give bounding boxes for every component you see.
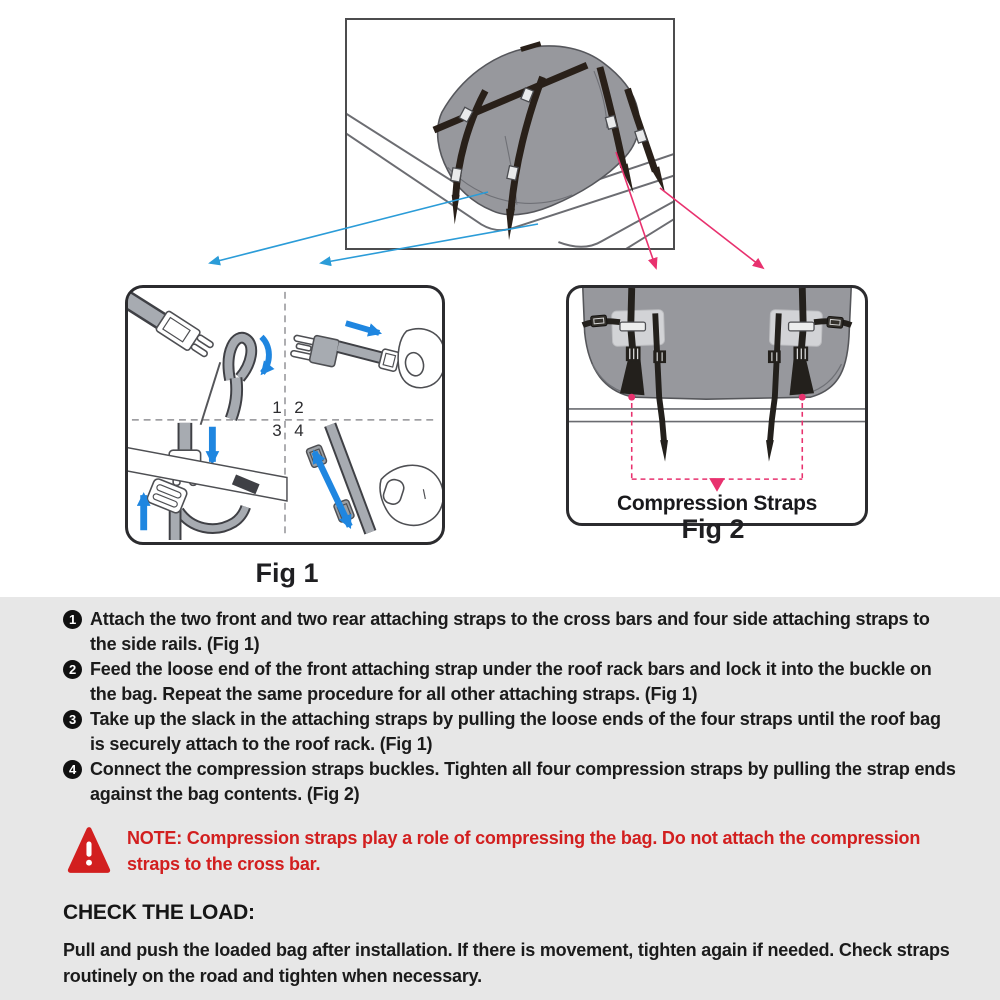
step-text-4: Connect the compression straps buckles. Tighten all four compression straps by pulling the strap ends against the bag contents. (Fig 2): [90, 759, 956, 804]
callout-line-fig2-b: [660, 188, 763, 268]
fig1-label: Fig 1: [255, 558, 319, 588]
fig2-label: Fig 2: [681, 514, 745, 544]
check-load-heading: CHECK THE LOAD:: [63, 901, 255, 924]
step-text-3: Take up the slack in the attaching straps by pulling the loose ends of the four straps until the roof bag is securely attach to the roof rack. (Fig 1): [90, 709, 941, 754]
step-number-badge-2: 2: [63, 660, 82, 679]
instruction-step-4: [63, 757, 958, 807]
fig2-diagram: [566, 285, 868, 526]
warning-note-text: NOTE: Compression straps play a role of compressing the bag. Do not attach the compression straps to the cross bar.: [127, 828, 921, 874]
roof-bag-overview-figure: [345, 18, 675, 250]
fig1-quadrant-number-3: 3: [272, 421, 282, 440]
step-text-2: Feed the loose end of the front attaching strap under the roof rack bars and lock it into the buckle on the bag. Repeat the same procedure for all other attaching straps. (Fig 1): [90, 659, 932, 704]
step-number-badge-4: 4: [63, 760, 82, 779]
fig1-quadrant-number-4: 4: [294, 421, 304, 440]
step-text-1: Attach the two front and two rear attaching straps to the cross bars and four side attaching straps to the side rails. (Fig 1): [90, 609, 930, 654]
roof-bag-illustration: [347, 20, 673, 248]
fig1-diagram: [125, 285, 445, 545]
warning-triangle-icon: [67, 823, 111, 877]
instructions-section: [0, 597, 1000, 1000]
fig2-caption: Compression Straps: [617, 492, 817, 515]
instruction-step-3: [63, 707, 958, 757]
step-number-badge-1: 1: [63, 610, 82, 629]
step-number-badge-3: 3: [63, 710, 82, 729]
fig2-illustration: [569, 288, 865, 523]
warning-note: [63, 823, 958, 877]
fig1-quadrant-number-1: 1: [272, 398, 282, 417]
instruction-step-2: [63, 657, 958, 707]
check-load-body: Pull and push the loaded bag after installation. If there is movement, tighten again if needed. Check straps routinely on the road and tighten when necessary.: [63, 940, 950, 986]
fig1-quadrant-number-2: 2: [294, 398, 304, 417]
instruction-step-1: [63, 607, 958, 657]
